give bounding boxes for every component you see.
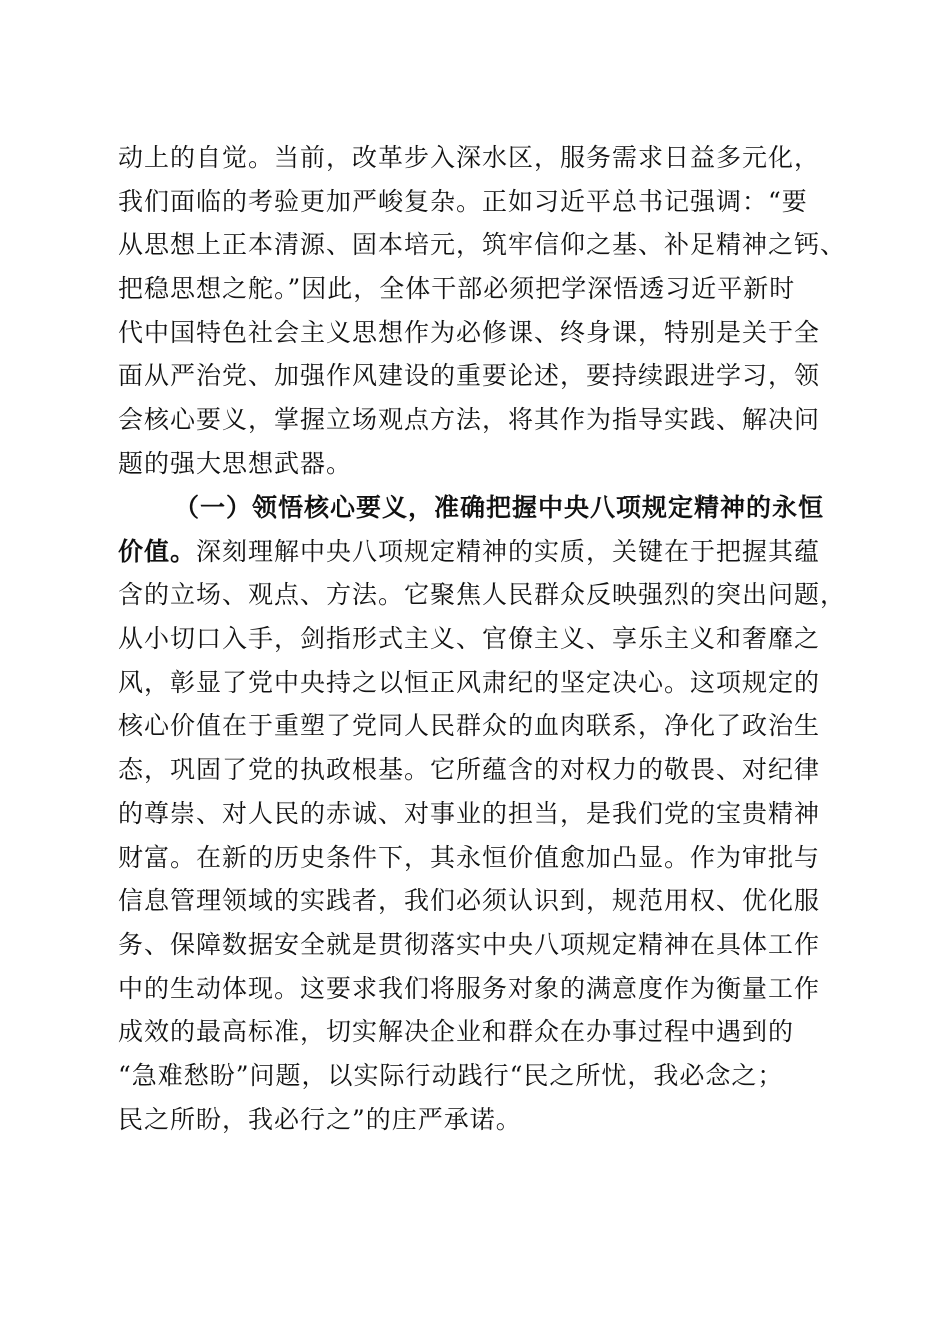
paragraph-line: 含的立场、观点、方法。它聚焦人民群众反映强烈的突出问题， (118, 580, 847, 610)
paragraph-line: 风，彰显了党中央持之以恒正风肃纪的坚定决心。这项规定的 (118, 667, 821, 697)
section-heading-continued: 价值。 (118, 536, 197, 566)
section-1 (118, 486, 847, 1141)
section-heading: （一）领悟核心要义，准确把握中央八项规定精神的永恒 (174, 493, 825, 522)
paragraph-line: 民之所盼，我必行之”的庄严承诺。 (118, 1104, 522, 1134)
section-first-line-text: 深刻理解中央八项规定精神的实质，关键在于把握其蕴 (196, 536, 821, 566)
paragraph-line: 核心价值在于重塑了党同人民群众的血肉联系，净化了政治生 (118, 711, 821, 741)
paragraph-line: 的尊崇、对人民的赤诚、对事业的担当，是我们党的宝贵精神 (118, 798, 821, 828)
paragraph-line: 会核心要义，掌握立场观点方法，将其作为指导实践、解决问 (118, 405, 821, 435)
paragraph-line: 动上的自觉。当前，改革步入深水区，服务需求日益多元化， (118, 143, 821, 172)
paragraph-line: 面从严治党、加强作风建设的重要论述，要持续跟进学习，领 (118, 361, 821, 391)
paragraph-line: “急难愁盼”问题，以实际行动践行“民之所忧，我必念之； (118, 1060, 784, 1090)
paragraph-line: 把稳思想之舵。”因此，全体干部必须把学深悟透习近平新时 (118, 274, 796, 304)
paragraph-line: 代中国特色社会主义思想作为必修课、终身课，特别是关于全 (118, 317, 821, 347)
section-first-line (118, 530, 838, 574)
paragraph-line: 我们面临的考验更加严峻复杂。正如习近平总书记强调：“要 (118, 186, 808, 216)
paragraph-line: 信息管理领域的实践者，我们必须认识到，规范用权、优化服 (118, 886, 821, 916)
paragraph-line: 中的生动体现。这要求我们将服务对象的满意度作为衡量工作 (118, 973, 821, 1003)
paragraph-1 (118, 136, 847, 486)
paragraph-line: 题的强大思想武器。 (118, 448, 353, 478)
paragraph-line: 成效的最高标准，切实解决企业和群众在办事过程中遇到的 (118, 1017, 795, 1047)
paragraph-line: 态，巩固了党的执政根基。它所蕴含的对权力的敬畏、对纪律 (118, 755, 821, 785)
paragraph-line: 从小切口入手，剑指形式主义、官僚主义、享乐主义和奢靡之 (118, 624, 821, 654)
paragraph-line: 从思想上正本清源、固本培元，筑牢信仰之基、补足精神之钙、 (118, 230, 847, 260)
paragraph-line: 财富。在新的历史条件下，其永恒价值愈加凸显。作为审批与 (118, 842, 821, 872)
paragraph-line: 务、保障数据安全就是贯彻落实中央八项规定精神在具体工作 (118, 929, 821, 959)
